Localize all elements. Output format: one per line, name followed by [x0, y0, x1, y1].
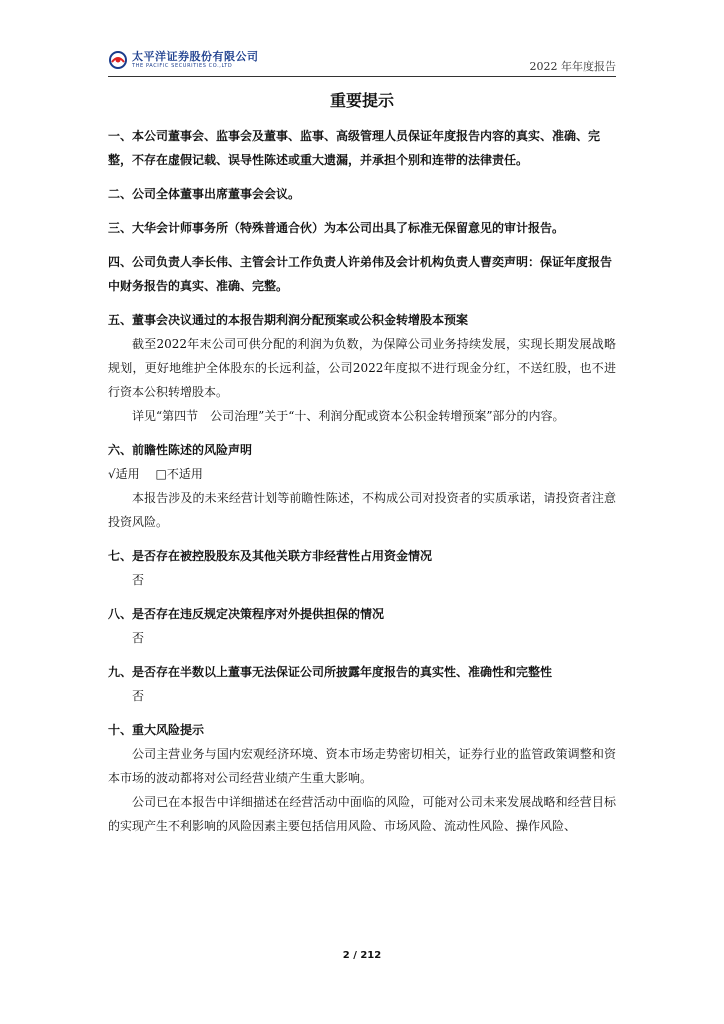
- not-applicable-check: □不适用: [155, 467, 203, 481]
- section-2: [108, 182, 616, 206]
- section-3: [108, 216, 616, 240]
- section-heading: 九、是否存在半数以上董事无法保证公司所披露年度报告的真实性、准确性和完整性: [108, 665, 553, 679]
- section-heading: 四、公司负责人李长伟、主管会计工作负责人许弟伟及会计机构负责人曹奕声明：保证年度报告中财务报告的真实、准确、完整。: [108, 255, 613, 293]
- section-8: [108, 602, 616, 650]
- section-5: [108, 308, 616, 428]
- section-1: [108, 124, 616, 172]
- logo-company-name-en: THE PACIFIC SECURITIES CO.,LTD: [132, 63, 233, 69]
- pacific-logo-icon: [108, 50, 128, 70]
- section-heading: 五、董事会决议通过的本报告期利润分配预案或公积金转增股本预案: [108, 313, 469, 327]
- section-heading: 八、是否存在违反规定决策程序对外提供担保的情况: [108, 607, 385, 621]
- answer-text: 否: [132, 689, 145, 703]
- paragraph: 详见“第四节 公司治理”关于“十、利润分配或资本公积金转增预案”部分的内容。: [132, 409, 565, 423]
- section-heading: 十、重大风险提示: [108, 723, 205, 737]
- section-heading: 七、是否存在被控股股东及其他关联方非经营性占用资金情况: [108, 549, 433, 563]
- section-heading: 一、本公司董事会、监事会及董事、监事、高级管理人员保证年度报告内容的真实、准确、完整，不存在虚假记载、误导性陈述或重大遗漏，并承担个别和连带的法律责任。: [108, 129, 601, 167]
- answer-text: 否: [132, 573, 145, 587]
- report-label: 2022 年年度报告: [529, 60, 616, 73]
- paragraph: 公司主营业务与国内宏观经济环境、资本市场走势密切相关，证券行业的监管政策调整和资本市场的波动都将对公司经营业绩产生重大影响。: [108, 747, 616, 785]
- section-6: [108, 438, 616, 534]
- logo-company-name-cn: 太平洋证券股份有限公司: [132, 50, 259, 63]
- section-4: [108, 250, 616, 298]
- section-heading: 二、公司全体董事出席董事会会议。: [108, 187, 301, 201]
- page-number: 2 / 212: [342, 950, 382, 961]
- section-heading: 六、前瞻性陈述的风险声明: [108, 443, 253, 457]
- section-heading: 三、大华会计师事务所（特殊普通合伙）为本公司出具了标准无保留意见的审计报告。: [108, 221, 565, 235]
- section-10: [108, 718, 616, 838]
- section-7: [108, 544, 616, 592]
- applicable-check: √适用: [108, 467, 140, 481]
- paragraph: 本报告涉及的未来经营计划等前瞻性陈述，不构成公司对投资者的实质承诺，请投资者注意投资风险。: [108, 491, 616, 529]
- company-logo: [108, 50, 259, 70]
- page-title: 重要提示: [329, 91, 394, 110]
- paragraph: 公司已在本报告中详细描述在经营活动中面临的风险，可能对公司未来发展战略和经营目标的实现产生不利影响的风险因素主要包括信用风险、市场风险、流动性风险、操作风险、: [108, 795, 616, 833]
- applicability-checks: [108, 462, 616, 486]
- page-header: [108, 48, 616, 77]
- paragraph: 截至2022年末公司可供分配的利润为负数，为保障公司业务持续发展，实现长期发展战略规划，更好地维护全体股东的长远利益，公司2022年度拟不进行现金分红，不送红股，也不进行资本公积转增股本。: [108, 337, 616, 399]
- document-body: [108, 124, 616, 838]
- section-9: [108, 660, 616, 708]
- answer-text: 否: [132, 631, 145, 645]
